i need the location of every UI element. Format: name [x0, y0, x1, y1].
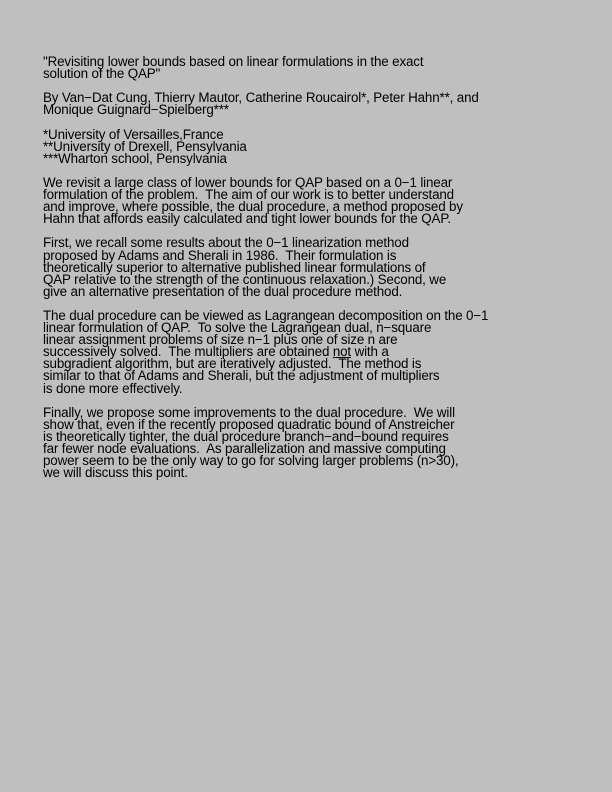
paragraph-line: far fewer node evaluations. As parallelization and massive computing — [43, 441, 446, 456]
paragraph-line: similar to that of Adams and Sherali, but the adjustment of multipliers — [43, 368, 440, 384]
paragraph-line: linear formulation of QAP. To solve the Lagrangean dual, n−square — [43, 320, 432, 336]
line-head: successively solved. The multipliers are obtained — [43, 344, 333, 360]
paragraph-line: The dual procedure can be viewed as Lagrangean decomposition on the 0−1 — [43, 307, 489, 323]
paragraph-line: is theoretically tighter, the dual procedure branch−and−bound requires — [43, 428, 449, 444]
paragraph-linearization — [43, 237, 603, 297]
paragraph-line: proposed by Adams and Sherali in 1986. Their formulation is — [43, 247, 397, 263]
paragraph-dual-procedure — [43, 307, 603, 396]
title-line: solution of the QAP" — [43, 66, 161, 82]
underlined-word: not — [332, 344, 351, 360]
paper-title — [43, 56, 603, 80]
paragraph-line: give an alternative presentation of the dual procedure method. — [43, 283, 403, 299]
paragraph-line: Hahn that affords easily calculated and tight lower bounds for the QAP. — [43, 211, 451, 227]
paragraph-line: we will discuss this point. — [43, 465, 188, 481]
byline-line: By Van−Dat Cung, Thierry Mautor, Catherine Roucairol*, Peter Hahn**, and — [43, 90, 479, 106]
paragraph-line: show that, even if the recently proposed quadratic bound of Anstreicher — [43, 416, 455, 432]
affiliations — [43, 126, 603, 166]
line-tail: with a — [351, 344, 389, 360]
paragraph-line: First, we recall some results about the 0−1 linearization method — [43, 235, 409, 251]
title-line: "Revisiting lower bounds based on linear formulations in the exact — [43, 54, 424, 69]
paragraph-line: is done more effectively. — [43, 380, 183, 396]
affiliation-line: **University of Drexell, Pensylvania — [43, 138, 247, 154]
paragraph-line: QAP relative to the strength of the continuous relaxation.) Second, we — [43, 271, 447, 287]
paragraph-line: Finally, we propose some improvements to the dual procedure. We will — [43, 404, 455, 420]
paragraph-line: formulation of the problem. The aim of our work is to better understand — [43, 187, 454, 203]
paragraph-improvements — [43, 404, 603, 481]
byline-line: Monique Guignard−Spielberg*** — [43, 102, 229, 118]
paragraph-line: and improve, where possible, the dual procedure, a method proposed by — [43, 199, 463, 215]
paragraph-line: We revisit a large class of lower bounds for QAP based on a 0−1 linear — [43, 174, 453, 190]
paragraph-introduction — [43, 174, 603, 227]
document-body — [43, 56, 603, 491]
affiliation-line: *University of Versailles,France — [43, 126, 224, 142]
paragraph-line: linear assignment problems of size n−1 plus one of size n are — [43, 332, 398, 348]
paragraph-line: subgradient algorithm, but are iteratively adjusted. The method is — [43, 356, 422, 372]
paragraph-line: theoretically superior to alternative published linear formulations of — [43, 259, 426, 275]
author-byline — [43, 92, 603, 116]
paragraph-line: power seem to be the only way to go for solving larger problems (n>30), — [43, 453, 459, 469]
affiliation-line: ***Wharton school, Pensylvania — [43, 150, 227, 166]
